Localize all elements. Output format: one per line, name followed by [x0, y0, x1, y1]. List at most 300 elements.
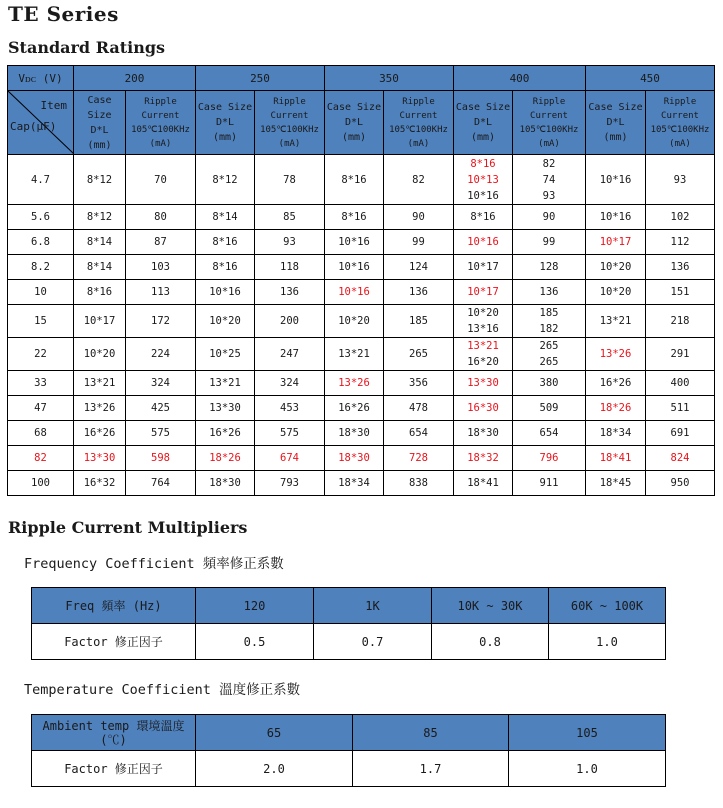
case-size-cell [586, 280, 646, 305]
case-size-cell [454, 205, 513, 230]
case-size-header [74, 91, 126, 155]
case-size-cell [454, 471, 513, 496]
case-size-value: 16*30 [467, 402, 499, 414]
case-size-value: 16*26 [599, 377, 632, 389]
ripple-value: 124 [409, 261, 428, 273]
ripple-value: 224 [151, 348, 170, 360]
ripple-current-cell [255, 396, 325, 421]
ripple-header-line: Current [661, 110, 699, 121]
capacitance-cell: 47 [8, 396, 74, 421]
case-size-cell [586, 255, 646, 280]
case-size-value: 16*26 [338, 402, 370, 414]
case-size-header-line: D*L [90, 124, 109, 136]
case-size-cell [325, 396, 384, 421]
ripple-value: 728 [409, 452, 428, 464]
table-row [8, 155, 715, 205]
table-row [8, 471, 715, 496]
ripple-current-cell [255, 305, 325, 338]
case-size-cell [74, 396, 126, 421]
ripple-current-cell [384, 280, 454, 305]
case-size-value: 8*14 [212, 211, 238, 223]
ripple-current-cell [126, 371, 196, 396]
capacitance-cell: 10 [8, 280, 74, 305]
ripple-current-cell [513, 421, 586, 446]
case-size-cell [325, 371, 384, 396]
temperature-table [31, 714, 666, 787]
capacitance-cell: 6.8 [8, 230, 74, 255]
case-size-header-line: Case Size [455, 102, 511, 113]
ripple-current-cell [126, 255, 196, 280]
case-size-cell [586, 371, 646, 396]
voltage-350: 350 [325, 66, 454, 91]
ripple-value: 911 [539, 477, 559, 489]
case-size-value: 13*21 [338, 348, 370, 360]
temperature-caption: Temperature Coefficient 溫度修正系數 [24, 682, 301, 698]
freq-header-label: Freq 頻率 (Hz) [32, 588, 196, 624]
item-label: Item [40, 99, 67, 112]
case-size-header-line: (mm) [341, 132, 367, 143]
temp-factor-value: 1.7 [353, 751, 509, 787]
case-size-value: 18*30 [338, 427, 370, 439]
ripple-current-cell [646, 421, 715, 446]
ripple-value: 265 [539, 340, 559, 352]
case-size-value: 8*16 [470, 211, 496, 223]
case-size-cell [196, 305, 255, 338]
case-size-value: 10*20 [209, 315, 241, 327]
ripple-value: 796 [539, 452, 559, 464]
case-size-value: 8*16 [212, 236, 238, 248]
table-row [8, 338, 715, 371]
ripple-current-cell [513, 338, 586, 371]
case-size-value: 18*41 [467, 477, 499, 489]
ripple-current-cell [255, 446, 325, 471]
ripple-current-cell [126, 305, 196, 338]
ripple-current-header [646, 91, 715, 155]
temp-col-85: 85 [353, 715, 509, 751]
ripple-multipliers-heading: Ripple Current Multipliers [8, 518, 248, 537]
ripple-header-line: (mA) [538, 138, 560, 149]
ripple-current-cell [513, 230, 586, 255]
capacitance-cell: 82 [8, 446, 74, 471]
case-size-value: 10*20 [83, 348, 116, 360]
ripple-header-line: Ripple [663, 96, 697, 107]
ripple-current-cell [255, 205, 325, 230]
freq-factor-value: 1.0 [549, 624, 666, 660]
frequency-caption: Frequency Coefficient 頻率修正系數 [24, 556, 284, 572]
case-size-cell [454, 396, 513, 421]
case-size-value: 13*26 [83, 402, 116, 414]
case-size-value: 13*26 [338, 377, 370, 389]
case-size-value: 18*45 [599, 477, 632, 489]
case-size-value: 10*16 [599, 211, 632, 223]
temp-factor-label: Factor 修正因子 [32, 751, 196, 787]
freq-col-1k: 1K [314, 588, 432, 624]
cap-label: Cap(μF) [10, 120, 57, 133]
ripple-value: 511 [670, 402, 690, 414]
case-size-value: 10*16 [338, 286, 370, 298]
ripple-value: 113 [151, 286, 170, 298]
case-size-cell [586, 205, 646, 230]
case-size-cell [74, 371, 126, 396]
case-size-header-line: (mm) [470, 132, 496, 143]
voltage-250: 250 [196, 66, 325, 91]
ripple-current-cell [126, 205, 196, 230]
ripple-value: 674 [280, 452, 299, 464]
ripple-value: 824 [670, 452, 690, 464]
ripple-current-cell [384, 230, 454, 255]
case-size-value: 16*26 [83, 427, 116, 439]
ripple-current-cell [126, 280, 196, 305]
ripple-current-cell [513, 396, 586, 421]
ripple-value: 151 [670, 286, 690, 298]
temp-factor-value: 2.0 [196, 751, 353, 787]
temp-col-65: 65 [196, 715, 353, 751]
case-size-value: 18*32 [467, 452, 499, 464]
case-size-value: 10*17 [599, 236, 632, 248]
case-size-value: 13*21 [209, 377, 241, 389]
freq-factor-value: 0.5 [196, 624, 314, 660]
case-size-cell [586, 471, 646, 496]
case-size-header-line: Case Size [197, 102, 253, 113]
ripple-current-cell [384, 255, 454, 280]
ripple-header-line: (mA) [149, 138, 172, 149]
case-size-cell [325, 155, 384, 205]
ripple-value: 136 [280, 286, 299, 298]
ripple-value: 793 [280, 477, 299, 489]
case-size-header-line: Case Size [588, 102, 643, 113]
case-size-cell [454, 371, 513, 396]
case-size-value: 10*13 [467, 173, 499, 186]
capacitance-cell: 8.2 [8, 255, 74, 280]
ripple-value: 691 [670, 427, 690, 439]
case-size-value: 8*16 [86, 286, 113, 298]
ripple-value: 90 [412, 211, 425, 223]
table-row [8, 255, 715, 280]
ripple-value: 654 [409, 427, 428, 439]
ripple-value: 93 [542, 189, 556, 202]
ripple-current-cell [255, 471, 325, 496]
case-size-cell [586, 421, 646, 446]
case-size-value: 10*20 [467, 307, 499, 319]
ripple-value: 400 [670, 377, 690, 389]
voltage-450: 450 [586, 66, 715, 91]
ripple-current-cell [513, 371, 586, 396]
ripple-value: 112 [670, 236, 690, 248]
case-size-value: 8*12 [86, 211, 113, 223]
capacitance-cell: 5.6 [8, 205, 74, 230]
ripple-current-header [513, 91, 586, 155]
ripple-current-cell [646, 371, 715, 396]
ripple-value: 453 [280, 402, 299, 414]
ripple-header-line: Ripple [402, 96, 435, 107]
case-size-header-line: (mm) [87, 139, 112, 151]
ripple-current-cell [646, 396, 715, 421]
ripple-value: 764 [151, 477, 170, 489]
ripple-value: 200 [280, 315, 299, 327]
ripple-value: 87 [154, 236, 167, 248]
case-size-cell [586, 338, 646, 371]
table-row [8, 421, 715, 446]
page-title: TE Series [8, 2, 119, 26]
case-size-header [325, 91, 384, 155]
ripple-current-cell [646, 205, 715, 230]
ripple-current-cell [513, 280, 586, 305]
case-size-value: 10*17 [83, 315, 116, 327]
ripple-value: 185 [539, 307, 559, 319]
case-size-value: 8*14 [86, 261, 113, 273]
ripple-header-line: 105℃100KHz [519, 124, 579, 135]
case-size-header [454, 91, 513, 155]
ripple-value: 80 [154, 211, 167, 223]
table-row [8, 446, 715, 471]
case-size-value: 10*20 [338, 315, 370, 327]
case-size-cell [74, 230, 126, 255]
ripple-value: 575 [280, 427, 299, 439]
case-size-header-line: D*L [215, 117, 235, 128]
case-size-value: 10*16 [338, 261, 370, 273]
ripple-current-cell [384, 471, 454, 496]
case-size-value: 8*16 [470, 157, 496, 170]
ripple-value: 356 [409, 377, 428, 389]
capacitance-cell: 100 [8, 471, 74, 496]
ripple-current-cell [126, 338, 196, 371]
case-size-value: 18*30 [338, 452, 370, 464]
table-row [8, 396, 715, 421]
ripple-header-line: Ripple [273, 96, 306, 107]
ripple-current-cell [646, 155, 715, 205]
ripple-current-cell [646, 471, 715, 496]
case-size-cell [196, 255, 255, 280]
case-size-cell [74, 255, 126, 280]
case-size-cell [454, 338, 513, 371]
case-size-value: 10*16 [599, 173, 632, 186]
ripple-current-cell [646, 338, 715, 371]
ripple-value: 265 [409, 348, 428, 360]
case-size-value: 13*30 [83, 452, 116, 464]
case-size-value: 10*17 [467, 286, 499, 298]
ripple-current-header [255, 91, 325, 155]
ripple-header-line: Ripple [532, 96, 566, 107]
temp-factor-value: 1.0 [509, 751, 666, 787]
case-size-cell [74, 471, 126, 496]
standard-ratings-heading: Standard Ratings [8, 38, 166, 57]
case-size-value: 13*30 [467, 377, 499, 389]
ripple-current-cell [126, 446, 196, 471]
ripple-header-line: (mA) [407, 138, 430, 149]
ripple-header-line: 105℃100KHz [260, 124, 319, 135]
case-size-value: 10*16 [338, 236, 370, 248]
case-size-cell [74, 205, 126, 230]
case-size-cell [196, 446, 255, 471]
ripple-value: 85 [283, 211, 296, 223]
ripple-value: 118 [280, 261, 299, 273]
ripple-value: 218 [670, 315, 690, 327]
ripple-value: 74 [542, 173, 556, 186]
case-size-header-line: (mm) [603, 132, 628, 143]
ripple-header-line: (mA) [669, 138, 691, 149]
case-size-cell [325, 280, 384, 305]
voltage-200: 200 [74, 66, 196, 91]
ripple-current-cell [513, 471, 586, 496]
ripple-current-header [126, 91, 196, 155]
case-size-value: 13*21 [599, 315, 632, 327]
case-size-cell [454, 155, 513, 205]
case-size-cell [325, 471, 384, 496]
case-size-cell [196, 205, 255, 230]
case-size-cell [586, 446, 646, 471]
case-size-cell [325, 305, 384, 338]
case-size-header-line: D*L [473, 117, 493, 128]
ripple-current-header [384, 91, 454, 155]
case-size-header-line: Case [87, 94, 112, 106]
case-size-cell [74, 421, 126, 446]
case-size-header-line: Case Size [326, 102, 382, 113]
ripple-value: 478 [409, 402, 428, 414]
case-size-header-line: D*L [606, 117, 625, 128]
ripple-current-cell [384, 371, 454, 396]
case-size-cell [74, 446, 126, 471]
ripple-value: 247 [280, 348, 299, 360]
ripple-header-line: 105℃100KHz [389, 124, 448, 135]
ripple-current-cell [384, 155, 454, 205]
freq-factor-label: Factor 修正因子 [32, 624, 196, 660]
ripple-current-cell [646, 255, 715, 280]
case-size-value: 16*32 [83, 477, 116, 489]
case-size-value: 18*41 [599, 452, 632, 464]
ripple-value: 136 [409, 286, 428, 298]
ripple-current-cell [255, 255, 325, 280]
ripple-header-line: Ripple [144, 96, 177, 107]
case-size-cell [454, 255, 513, 280]
case-size-value: 10*20 [599, 286, 632, 298]
case-size-value: 10*16 [209, 286, 241, 298]
case-size-cell [74, 155, 126, 205]
ripple-value: 136 [539, 286, 559, 298]
case-size-cell [454, 280, 513, 305]
case-size-cell [196, 471, 255, 496]
case-size-value: 18*30 [467, 427, 499, 439]
ripple-value: 93 [673, 173, 687, 186]
case-size-cell [325, 230, 384, 255]
case-size-cell [196, 280, 255, 305]
ripple-current-cell [255, 230, 325, 255]
ripple-header-line: (mA) [278, 138, 301, 149]
case-size-value: 10*16 [467, 189, 499, 202]
voltage-400: 400 [454, 66, 586, 91]
case-size-cell [325, 255, 384, 280]
case-size-value: 13*30 [209, 402, 241, 414]
ripple-current-cell [513, 155, 586, 205]
table-row [8, 205, 715, 230]
ripple-value: 78 [283, 173, 296, 186]
ripple-header-line: Current [399, 110, 438, 121]
case-size-value: 13*16 [467, 323, 499, 335]
case-size-value: 16*26 [209, 427, 241, 439]
case-size-value: 8*12 [86, 173, 113, 186]
freq-factor-value: 0.8 [432, 624, 549, 660]
case-size-value: 10*16 [467, 236, 499, 248]
temp-col-105: 105 [509, 715, 666, 751]
case-size-cell [196, 338, 255, 371]
ripple-current-cell [255, 421, 325, 446]
standard-ratings-table [7, 65, 715, 496]
case-size-cell [586, 396, 646, 421]
ripple-value: 99 [412, 236, 425, 248]
vdc-label: Vᴅᴄ (V) [8, 66, 74, 91]
ripple-value: 324 [151, 377, 170, 389]
table-row [8, 305, 715, 338]
capacitance-cell: 68 [8, 421, 74, 446]
ripple-value: 136 [670, 261, 690, 273]
ripple-current-cell [384, 205, 454, 230]
case-size-value: 8*16 [341, 173, 367, 186]
ripple-header-line: 105℃100KHz [131, 124, 190, 135]
case-size-cell [325, 446, 384, 471]
ripple-current-cell [384, 338, 454, 371]
case-size-cell [74, 280, 126, 305]
ripple-current-cell [255, 280, 325, 305]
ripple-value: 654 [539, 427, 559, 439]
case-size-value: 10*17 [467, 261, 499, 273]
ripple-value: 575 [151, 427, 170, 439]
ripple-current-cell [126, 396, 196, 421]
case-size-cell [454, 305, 513, 338]
case-size-value: 8*16 [341, 211, 367, 223]
ripple-current-cell [126, 471, 196, 496]
case-size-cell [586, 230, 646, 255]
case-size-cell [586, 305, 646, 338]
ripple-value: 70 [154, 173, 167, 186]
capacitance-cell: 4.7 [8, 155, 74, 205]
case-size-value: 13*26 [599, 348, 632, 360]
ripple-current-cell [384, 305, 454, 338]
case-size-cell [325, 338, 384, 371]
case-size-cell [196, 371, 255, 396]
ripple-current-cell [513, 255, 586, 280]
ripple-header-line: Current [530, 110, 568, 121]
case-size-value: 8*12 [212, 173, 238, 186]
ripple-value: 380 [539, 377, 559, 389]
case-size-cell [196, 396, 255, 421]
capacitance-cell: 15 [8, 305, 74, 338]
case-size-header-line: (mm) [212, 132, 238, 143]
ripple-value: 82 [542, 157, 556, 170]
case-size-cell [454, 421, 513, 446]
temp-header-label: Ambient temp 環境溫度 (℃) [32, 715, 196, 751]
table-row [8, 230, 715, 255]
ripple-header-line: Current [270, 110, 309, 121]
case-size-cell [196, 421, 255, 446]
case-size-value: 18*30 [209, 477, 241, 489]
case-size-cell [196, 230, 255, 255]
ripple-value: 102 [670, 211, 690, 223]
freq-col-60k-100k: 60K ~ 100K [549, 588, 666, 624]
case-size-value: 10*20 [599, 261, 632, 273]
capacitance-cell: 22 [8, 338, 74, 371]
ripple-value: 265 [539, 356, 559, 368]
case-size-value: 16*20 [467, 356, 499, 368]
ripple-current-cell [255, 155, 325, 205]
ripple-current-cell [513, 305, 586, 338]
ripple-value: 172 [151, 315, 170, 327]
case-size-header [196, 91, 255, 155]
ripple-current-cell [126, 421, 196, 446]
case-size-cell [74, 338, 126, 371]
ripple-value: 291 [670, 348, 690, 360]
ripple-value: 90 [542, 211, 556, 223]
case-size-value: 18*26 [209, 452, 241, 464]
ripple-value: 103 [151, 261, 170, 273]
